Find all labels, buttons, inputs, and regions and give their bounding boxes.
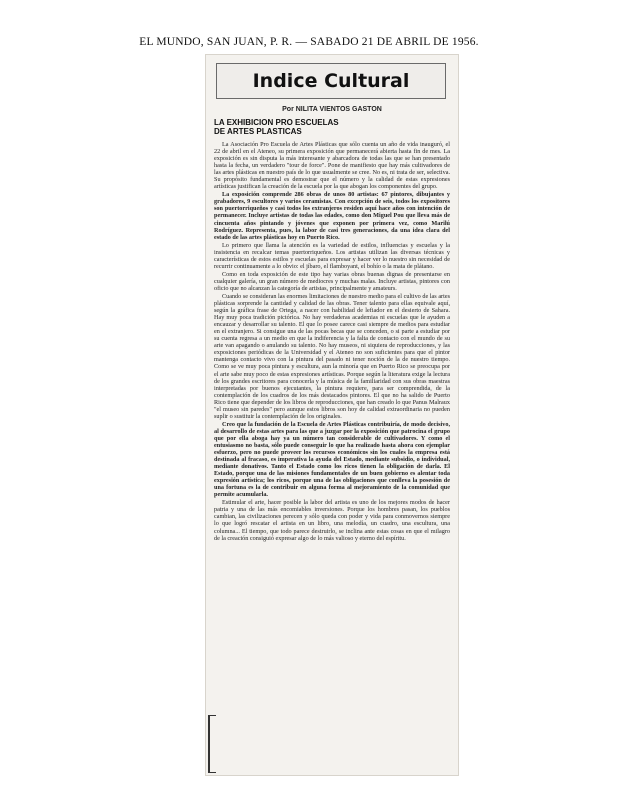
- article-body: [214, 141, 450, 771]
- section-title: Indice Cultural: [252, 70, 410, 92]
- paragraph: Creo que la fundación de la Escuela de Artes Plásticas contribuiría, de modo decisivo, al desarrollo de estas artes para las que a juzgar por la exposición que patrocina el grupo que por ella aboga hay ya un número tan considerable de cultivadores. Y como el entusiasmo no basta, sólo puede conseguir lo que ha realizado hasta ahora con ejemplar esfuerzo, pero no puede proveer los recursos económicos sin los cuales la empresa está destinada al fracaso, es imperativa la ayuda del Estado, mediante subsidio, o individual, mediante donativos. Tanto el Estado como los ricos tienen la obligación de darla. El Estado, porque una de las misiones fundamentales de un buen gobierno es alentar toda expresión artística; los ricos, porque una de las obligaciones que conlleva la posesión de una fortuna es la de contribuir en alguna forma al mejoramiento de la comunidad que permite acumularla.: [214, 420, 450, 499]
- paragraph: La exposición comprende 286 obras de unos 80 artistas: 67 pintores, dibujantes y grabadores, 9 escultores y varios ceramistas. Con excepción de seis, todos los expositores son puertorriqueños y casi todos los extranjeros residen aquí hace años con intención de permanecer. Incluye artistas de todas las edades, como don Miguel Pou que lleva más de cincuenta años pintando y jóvenes que exponen por primera vez, como Marilú Rodríguez. Representa, pues, la labor de casi tres generaciones, da una idea clara del estado de las artes plásticas hoy en Puerto Rico.: [214, 191, 450, 241]
- article-headline: [214, 118, 450, 136]
- article-clipping: [206, 55, 458, 775]
- headline-line-2: DE ARTES PLASTICAS: [214, 127, 302, 136]
- margin-bracket-mark: [208, 715, 216, 773]
- paragraph: Estimular el arte, hacer posible la labor del artista es uno de los mejores modos de hacer patria y una de las más encomiables inversiones. Porque los hombres pasan, los pueblos cambian, las civilizaciones perecen y sólo queda con poder y vida para conmovernos siempre lo que logró rescatar el artista en un libro, una melodía, un cuadro, una escultura, una columna... El tiempo, que todo parece destruirlo, se inclina ante estas cosas en que el milagro de la creación consiguió expresar algo de lo más valioso y eterno del espíritu.: [214, 499, 450, 542]
- paragraph: Lo primero que llama la atención es la variedad de estilos, influencias y escuelas y la insistencia en recalcar temas puertorriqueños. Los artistas utilizan las diversas técnicas y características de estos estilos y escuelas para expresar y hacer ver lo nuestro sin necesidad de recurrir continuamente a lo obvio: el jíbaro, el flamboyant, el bohío o la mata de plátano.: [214, 241, 450, 270]
- newspaper-header: EL MUNDO, SAN JUAN, P. R. — SABADO 21 DE ABRIL DE 1956.: [139, 36, 479, 48]
- byline: Por NILITA VIENTOS GASTON: [282, 106, 382, 113]
- paragraph: Cuando se consideran las enormes limitaciones de nuestro medio para el cultivo de las artes plásticas sorprende la cantidad y calidad de las obras. Tener talento para ellas equivale aquí, según la gráfica frase de Ortega, a nacer con habilidad de lefiador en el desierto de Sahara. Hay muy poca tradición pictórica. No hay verdaderas academias ni escuelas que le ayuden a encauzar y desarrollar su talento. El que lo posee carece casi siempre de medios para estudiar en el extranjero. Si consigue una de las pocas becas que se conceden, o si parte a estudiar por su cuenta regresa a un medio en que la indiferencia y la falta de contacto con el mundo de su arte van apagando o anulando su talento. No hay museos, ni siquiera de reproducciones, y las exposiciones periódicas de la Universidad y el Ateneo no son suficientes para que el pintor mantenga contacto vivo con la pintura del pasado ni tener noción de la de nuestro tiempo. Como se ve muy poca pintura y escultura, aun la minoría que en Puerto Rico se preocupa por el arte sabe muy poco de estas expresiones artísticas. Porque según la literatura exige la lectura de los grandes escritores para conocerla y la música de la familiaridad con sus obras maestras interpretadas por buenos ejecutantes, la pintura requiere, para ser comprendida, de la contemplación de los cuadros de los más destacados pintores. El que no ha salido de Puerto Rico tiene que depender de los libros de reproducciones, que han creado lo que Panus Malraux "el museo sin paredes" pero aunque estos libros son hoy de calidad extraordinaria no pueden suplir o sustituir la contemplación de los originales.: [214, 292, 450, 420]
- paragraph: La Asociación Pro Escuela de Artes Plásticas que sólo cuenta un año de vida inauguró, el 22 de abril en el Ateneo, su primera exposición que permanecerá abierta hasta fin de mes. La exposición es sin disputa la más interesante y abarcadora de todas las que se han presentado hasta la fecha, un verdadero "tour de force". Pone de manifiesto que hay más cultivadores de las artes plásticas en nuestro país de lo que usualmente se cree. No es, ni trata de ser, selectiva. Su propósito fundamental es demostrar que el número y la calidad de estas expresiones artísticas justifican la creación de la escuela por la que abogan los componentes del grupo.: [214, 141, 450, 191]
- headline-line-1: LA EXHIBICION PRO ESCUELAS: [214, 118, 339, 127]
- section-title-box: [216, 63, 446, 99]
- paragraph: Como en toda exposición de este tipo hay varias obras buenas dignas de presentarse en cualquier galería, un gran número de mediocres y muchas malas. Incluye artistas, pintores con oficio que no alcanzan la categoría de artistas, principalmente y amateurs.: [214, 270, 450, 292]
